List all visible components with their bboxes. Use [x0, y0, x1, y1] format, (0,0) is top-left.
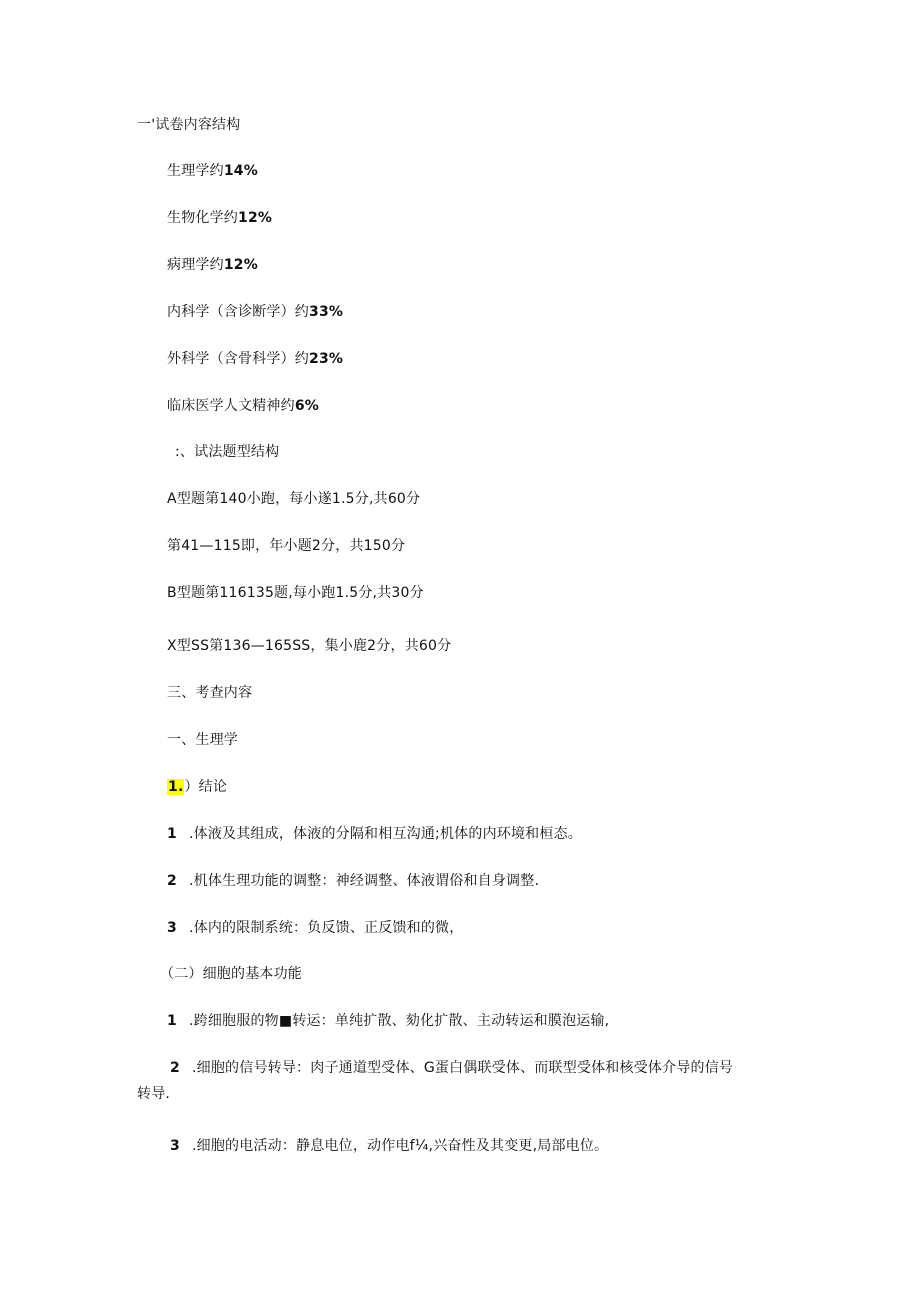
- subject-label: 生物化学约: [167, 210, 238, 226]
- list-item-text: .机体生理功能的调整：神经调整、体液谓俗和自身调整.: [189, 873, 540, 889]
- list-item-text: .跨细胞服的物■转运：单纯扩散、劾化扩散、主动转运和膜泡运输,: [189, 1013, 610, 1029]
- subsection-heading-physiology: 一、生理学: [167, 732, 238, 748]
- list-item-number: 2: [167, 873, 177, 889]
- section-heading-exam-content: 三、考查内容: [167, 685, 253, 701]
- subject-item-physiology: [167, 161, 258, 181]
- part-heading-cell-function: （二）细胞的基本功能: [160, 966, 302, 982]
- subject-item-biochemistry: [167, 208, 272, 228]
- question-type-line-a2: 第41—115即，年小题2分，共150分: [167, 538, 406, 554]
- part-number-highlighted: 1.: [168, 779, 184, 795]
- question-type-line-a: A型题第140小跑，每小遂1.5分,共60分: [167, 491, 421, 507]
- list-item-continuation: 转导.: [137, 1086, 171, 1102]
- subject-percent: 14%: [223, 163, 258, 179]
- list-item-number: 2: [170, 1060, 180, 1076]
- subject-label: 生理学约: [167, 163, 224, 179]
- part-heading-introduction: [167, 777, 227, 797]
- list-item-text: .体内的限制系统：负反馈、正反馈和的微，: [189, 920, 464, 936]
- subject-item-internal-medicine: [167, 302, 343, 322]
- subject-item-surgery: [167, 349, 343, 369]
- list-item-text: .细胞的电活动：静息电位，动作电f¼,兴奋性及其变更,局部电位。: [192, 1138, 609, 1154]
- list-item-number: 1: [167, 1013, 177, 1029]
- section-heading-content-structure: 一'试卷内容结构: [137, 117, 241, 133]
- subject-percent: 12%: [223, 257, 258, 273]
- question-type-line-x: X型SS第136—165SS，集小鹿2分，共60分: [167, 638, 452, 654]
- list-item: [167, 1011, 609, 1031]
- section-heading-question-types: :、试法题型结构: [175, 444, 280, 460]
- subject-percent: 23%: [309, 351, 344, 367]
- list-item-text: .细胞的信号转导：肉子通道型受体、G蛋白偶联受体、而联型受体和核受体介导的信号: [192, 1060, 734, 1076]
- subject-item-humanities: [167, 396, 319, 416]
- subject-percent: 12%: [238, 210, 273, 226]
- part-title: ）结论: [184, 779, 228, 795]
- subject-label: 病理学约: [167, 257, 224, 273]
- list-item-number: 1: [167, 826, 177, 842]
- list-item: [167, 918, 463, 938]
- list-item-number: 3: [170, 1138, 180, 1154]
- subject-label: 内科学（含诊断学）约: [167, 304, 309, 320]
- subject-percent: 6%: [294, 398, 319, 414]
- list-item: [170, 1136, 608, 1156]
- list-item-text: .体液及其组成，体液的分隔和相互沟通;机体的内环境和桓态。: [189, 826, 582, 842]
- question-type-line-b: B型题第116135题,每小跑1.5分,共30分: [167, 585, 424, 601]
- subject-item-pathology: [167, 255, 258, 275]
- list-item: [170, 1058, 733, 1078]
- subject-label: 外科学（含骨科学）约: [167, 351, 309, 367]
- list-item: [167, 824, 582, 844]
- subject-percent: 33%: [309, 304, 344, 320]
- list-item-number: 3: [167, 920, 177, 936]
- subject-label: 临床医学人文精神约: [167, 398, 295, 414]
- list-item: [167, 871, 539, 891]
